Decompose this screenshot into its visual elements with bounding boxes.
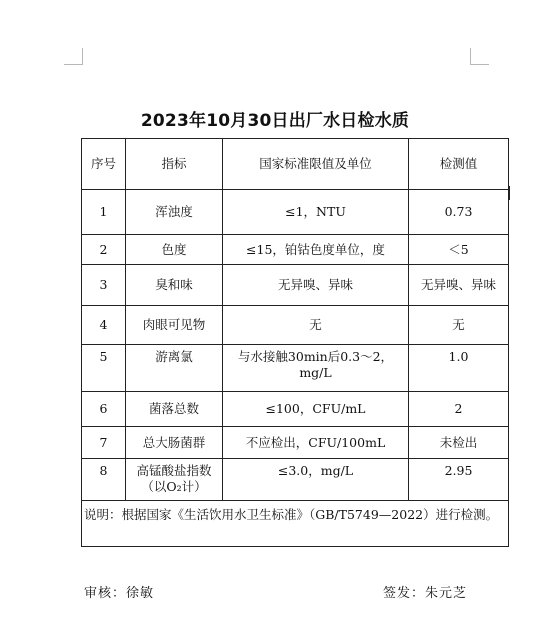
row-limit: 与水接触30min后0.3～2，mg/L <box>223 345 409 392</box>
row-limit: ≤15，铂钴色度单位，度 <box>223 235 409 265</box>
row-item: 游离氯 <box>126 345 223 392</box>
crop-mark-top-left <box>64 48 83 65</box>
header-cell-no: 序号 <box>82 139 126 190</box>
row-value: 无 <box>409 306 509 345</box>
header-cell-value: 检测值 <box>409 139 509 190</box>
row-no: 8 <box>82 459 126 501</box>
table-row <box>82 345 509 392</box>
row-item: 肉眼可见物 <box>126 306 223 345</box>
note-row <box>82 501 509 547</box>
row-item: 浑浊度 <box>126 190 223 235</box>
page-title: 2023年10月30日出厂水日检水质 <box>140 111 410 131</box>
table-row <box>82 235 509 265</box>
header-cell-limit: 国家标准限值及单位 <box>223 139 409 190</box>
row-no: 2 <box>82 235 126 265</box>
row-item: 高锰酸盐指数（以O₂计） <box>126 459 223 501</box>
crop-mark-top-right <box>470 48 489 65</box>
row-limit: ≤100，CFU/mL <box>223 392 409 427</box>
table-row <box>82 459 509 501</box>
table-row <box>82 427 509 459</box>
row-value: 0.73 <box>409 190 509 235</box>
row-no: 3 <box>82 265 126 306</box>
row-limit: ≤1，NTU <box>223 190 409 235</box>
table-row <box>82 392 509 427</box>
row-item: 臭和味 <box>126 265 223 306</box>
row-item: 总大肠菌群 <box>126 427 223 459</box>
row-value: 2.95 <box>409 459 509 501</box>
table-row <box>82 265 509 306</box>
row-limit: ≤3.0，mg/L <box>223 459 409 501</box>
row-value: 2 <box>409 392 509 427</box>
row-value: ＜5 <box>409 235 509 265</box>
row-value: 未检出 <box>409 427 509 459</box>
row-limit: 无异嗅、异味 <box>223 265 409 306</box>
header-cell-item: 指标 <box>126 139 223 190</box>
row-no: 1 <box>82 190 126 235</box>
reviewer-signature: 审核：徐敏 <box>84 586 155 601</box>
table-row <box>82 190 509 235</box>
table-row <box>82 306 509 345</box>
row-no: 5 <box>82 345 126 392</box>
note-text: 说明：根据国家《生活饮用水卫生标准》（GB/T5749—2022）进行检测。 <box>82 501 509 547</box>
row-value: 无异嗅、异味 <box>409 265 509 306</box>
row-item: 菌落总数 <box>126 392 223 427</box>
water-quality-table <box>81 138 509 547</box>
header-row <box>82 139 509 190</box>
row-no: 6 <box>82 392 126 427</box>
row-no: 7 <box>82 427 126 459</box>
row-limit: 不应检出，CFU/100mL <box>223 427 409 459</box>
issuer-signature: 签发：朱元芝 <box>383 586 468 601</box>
row-limit: 无 <box>223 306 409 345</box>
row-value: 1.0 <box>409 345 509 392</box>
row-no: 4 <box>82 306 126 345</box>
row-item: 色度 <box>126 235 223 265</box>
